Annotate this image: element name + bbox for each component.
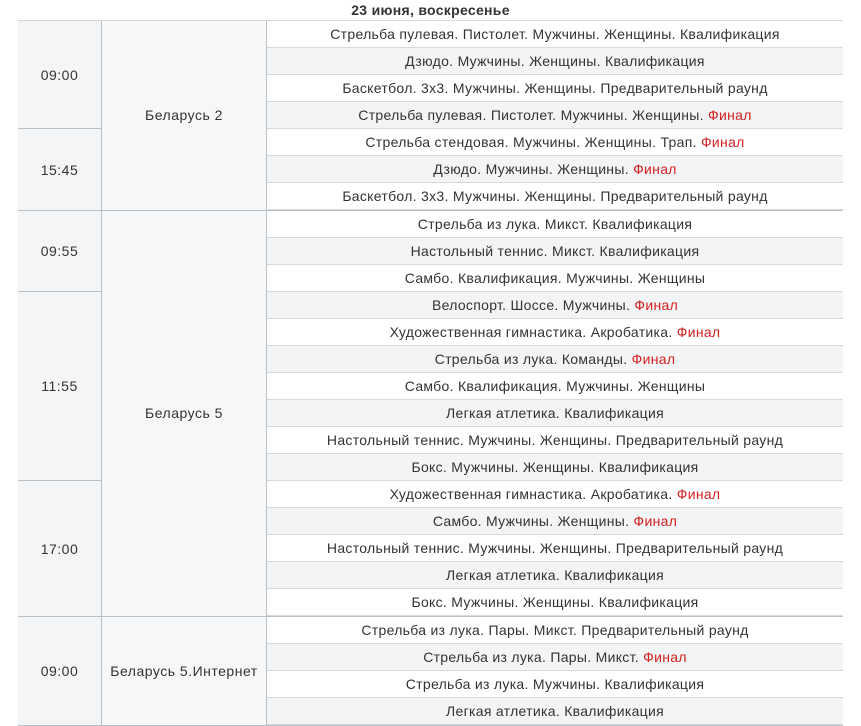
channel-block: [18, 617, 843, 726]
event-title: Стрельба пулевая. Пистолет. Мужчины. Женщины.: [358, 107, 704, 123]
time-slot: 09:00: [18, 617, 101, 725]
channel-block: [18, 21, 843, 211]
event-row: [267, 644, 843, 671]
event-title: Велоспорт. Шоссе. Мужчины.: [431, 297, 631, 313]
event-row: [267, 129, 843, 156]
final-badge: Финал: [631, 351, 676, 367]
event-row: [267, 373, 843, 400]
event-row: [267, 292, 843, 319]
time-column: [18, 211, 102, 616]
channel-name: [102, 617, 267, 725]
event-row: [267, 400, 843, 427]
time-slot: 09:55: [18, 211, 101, 292]
events-column: [267, 617, 843, 725]
event-row: [267, 562, 843, 589]
event-row: [267, 265, 843, 292]
time-slot: 11:55: [18, 292, 101, 481]
event-row: [267, 319, 843, 346]
event-row: [267, 427, 843, 454]
event-title: Легкая атлетика. Квалификация: [446, 703, 664, 719]
event-title: Настольный теннис. Мужчины. Женщины. Предварительный раунд: [326, 432, 784, 448]
event-row: [267, 535, 843, 562]
schedule-table: [18, 0, 843, 726]
event-title: Художественная гимнастика. Акробатика.: [389, 324, 673, 340]
event-title: Стрельба из лука. Команды.: [434, 351, 628, 367]
event-title: Легкая атлетика. Квалификация: [446, 567, 664, 583]
event-row: [267, 508, 843, 535]
channel-name-text: Беларусь 5: [145, 405, 223, 421]
event-row: [267, 589, 843, 616]
event-row: [267, 156, 843, 183]
event-row: [267, 102, 843, 129]
final-badge: Финал: [708, 107, 752, 123]
channel-name-line: Интернет: [192, 662, 258, 679]
channel-block: [18, 211, 843, 617]
channel-list: [18, 21, 843, 726]
final-badge: Финал: [676, 324, 721, 340]
time-slot: 15:45: [18, 129, 101, 210]
events-column: [267, 21, 843, 210]
event-row: [267, 481, 843, 508]
event-title: Стрельба стендовая. Мужчины. Женщины. Трап.: [365, 134, 697, 150]
final-badge: Финал: [676, 486, 721, 502]
event-title: Бокс. Мужчины. Женщины. Квалификация: [411, 459, 699, 475]
final-badge: Финал: [633, 513, 678, 529]
event-row: [267, 183, 843, 210]
event-title: Настольный теннис. Микст. Квалификация: [410, 243, 700, 259]
event-title: Баскетбол. 3х3. Мужчины. Женщины. Предварительный раунд: [342, 80, 768, 96]
event-row: [267, 671, 843, 698]
channel-name: [102, 21, 267, 210]
event-title: Стрельба из лука. Микст. Квалификация: [417, 216, 693, 232]
final-badge: Финал: [633, 161, 677, 177]
event-row: [267, 21, 843, 48]
channel-name: [102, 211, 267, 616]
event-title: Самбо. Мужчины. Женщины.: [432, 513, 630, 529]
day-header: 23 июня, воскресенье: [18, 0, 843, 21]
event-title: Художественная гимнастика. Акробатика.: [389, 486, 673, 502]
event-row: [267, 238, 843, 265]
event-title: Стрельба из лука. Пары. Микст. Предварительный раунд: [361, 622, 749, 638]
event-row: [267, 698, 843, 725]
event-title: Самбо. Квалификация. Мужчины. Женщины: [404, 270, 706, 286]
event-title: Дзюдо. Мужчины. Женщины.: [433, 161, 629, 177]
final-badge: Финал: [700, 134, 745, 150]
event-title: Самбо. Квалификация. Мужчины. Женщины: [404, 378, 706, 394]
event-row: [267, 454, 843, 481]
time-column: [18, 21, 102, 210]
event-title: Легкая атлетика. Квалификация: [446, 405, 664, 421]
time-slot: 09:00: [18, 21, 101, 129]
final-badge: Финал: [634, 297, 679, 313]
event-title: Стрельба из лука. Мужчины. Квалификация: [405, 676, 705, 692]
event-title: Дзюдо. Мужчины. Женщины. Квалификация: [405, 53, 705, 69]
channel-name-line: Беларусь 5.: [110, 662, 193, 679]
event-title: Стрельба пулевая. Пистолет. Мужчины. Женщины. Квалификация: [330, 26, 780, 42]
event-row: [267, 346, 843, 373]
event-title: Бокс. Мужчины. Женщины. Квалификация: [411, 594, 699, 610]
event-row: [267, 75, 843, 102]
event-row: [267, 617, 843, 644]
events-column: [267, 211, 843, 616]
event-title: Стрельба из лука. Пары. Микст.: [423, 649, 639, 665]
time-slot: 17:00: [18, 481, 101, 616]
final-badge: Финал: [643, 649, 687, 665]
event-row: [267, 48, 843, 75]
event-title: Настольный теннис. Мужчины. Женщины. Предварительный раунд: [326, 540, 784, 556]
event-row: [267, 211, 843, 238]
channel-name-text: Беларусь 2: [145, 107, 223, 123]
event-title: Баскетбол. 3х3. Мужчины. Женщины. Предварительный раунд: [342, 188, 768, 204]
time-column: [18, 617, 102, 725]
